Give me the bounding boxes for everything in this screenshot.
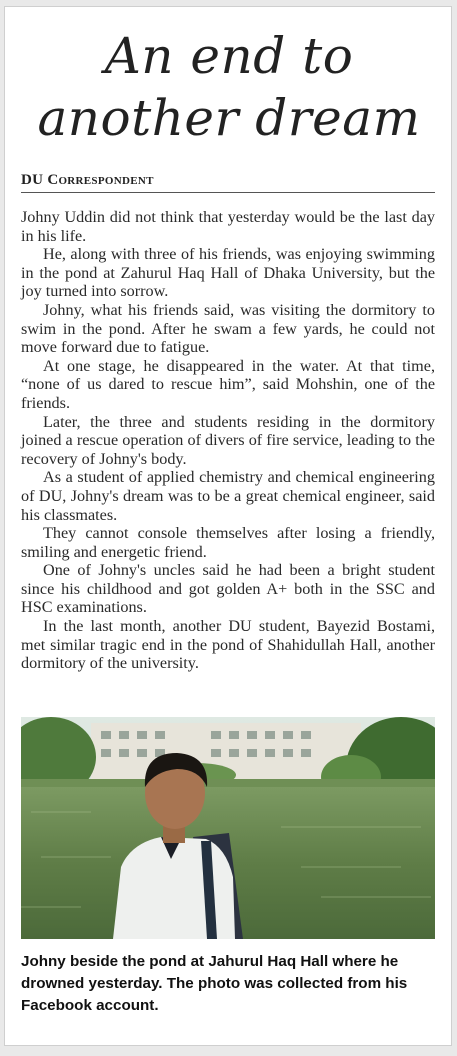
paragraph: He, along with three of his friends, was enjoying swimming in the pond at Zahurul Haq Hall of Dhaka University, but the joy turned into sorrow.: [21, 245, 435, 301]
paragraph: As a student of applied chemistry and chemical engineering of DU, Johny's dream was to be a great chemical engineer, said his classmates.: [21, 468, 435, 524]
headline: [5, 25, 453, 149]
paragraph: At one stage, he disappeared in the water. At that time, “none of us dared to rescue him”, said Mohshin, one of the friends.: [21, 356, 435, 412]
photo-illustration: [21, 717, 435, 939]
newspaper-clipping: [4, 6, 452, 1046]
paragraph: Later, the three and students residing in the dormitory joined a rescue operation of divers of fire service, leading to the recovery of Johny's body.: [21, 412, 435, 468]
photo-caption: Johny beside the pond at Jahurul Haq Hall where he drowned yesterday. The photo was collected from his Facebook account.: [21, 953, 408, 1014]
article-body: [21, 208, 435, 673]
paragraph: They cannot console themselves after losing a friendly, smiling and energetic friend.: [21, 524, 435, 561]
paragraph: Johny Uddin did not think that yesterday would be the last day in his life.: [21, 208, 435, 245]
headline-line-1: An end to: [104, 27, 354, 85]
paragraph: In the last month, another DU student, Bayezid Bostami, met similar tragic end in the pond of Shahidullah Hall, another dormitory of the university.: [21, 617, 435, 673]
paragraph: Johny, what his friends said, was visiting the dormitory to swim in the pond. After he swam a few yards, he could not move forward due to fatigue.: [21, 300, 435, 357]
article-photo: [21, 717, 435, 939]
headline-line-2: another dream: [37, 89, 421, 147]
byline: DU Correspondent: [21, 172, 435, 193]
paragraph: One of Johny's uncles said he had been a bright student since his childhood and got golden A+ both in the SSC and HSC examinations.: [21, 561, 435, 617]
